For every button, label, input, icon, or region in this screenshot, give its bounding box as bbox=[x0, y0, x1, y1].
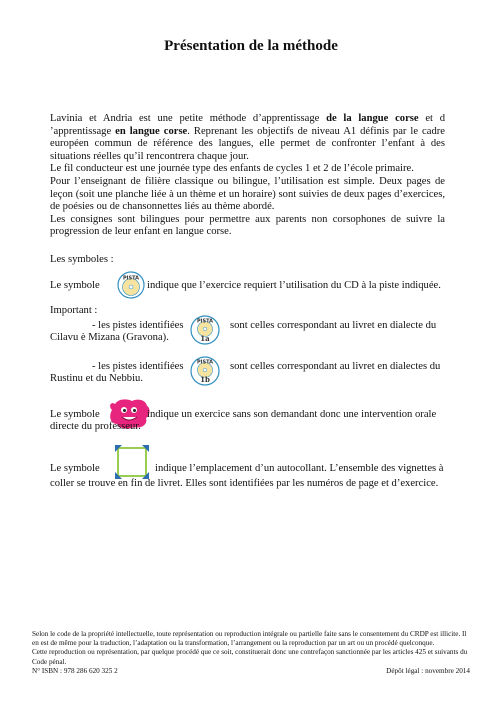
bold-term-in-corse: en langue corse bbox=[115, 125, 188, 137]
intro-paragraph-2: Le fil conducteur est une journée type des enfants de cycles 1 et 2 de l’école primaire. bbox=[50, 163, 414, 175]
legal-deposit-date: Dépôt légal : novembre 2014 bbox=[386, 666, 470, 675]
svg-text:1a: 1a bbox=[200, 334, 210, 343]
symbols-heading: Les symboles : bbox=[50, 254, 114, 265]
cd-track-1b-icon bbox=[190, 356, 220, 386]
isbn-number: N° ISBN : 978 286 620 325 2 bbox=[32, 666, 118, 675]
bold-term-corse-language: de la langue corse bbox=[326, 113, 419, 124]
footer-isbn-row bbox=[32, 667, 470, 676]
track-a-left-text: - les pistes identifiées bbox=[92, 320, 184, 331]
important-label: Important : bbox=[50, 305, 98, 316]
oral-symbol-left-text: Le symbole bbox=[50, 409, 100, 420]
intro-text-part: et d ’apprentissage bbox=[50, 113, 445, 137]
track-b-left-text: - les pistes identifiées bbox=[92, 361, 184, 372]
track-b-right-text: sont celles correspondant au livret en dialectes du bbox=[230, 361, 441, 372]
intro-text-part: . Reprenant les objectifs de niveau A1 définis par le cadre européen commun de référence des langues, elle permet de confronter l’enfant à des situations réelles qu’il rencontrera chaque jour. bbox=[50, 125, 445, 162]
track-a-right-text: sont celles correspondant au livret en dialecte du bbox=[230, 320, 437, 331]
page-title: Présentation de la méthode bbox=[164, 38, 338, 54]
track-b-line2: Rustinu et du Nebbiu. bbox=[50, 373, 143, 384]
sticker-symbol-right-text: indique l’emplacement d’un autocollant. L’ensemble des vignettes à bbox=[155, 463, 444, 474]
sticker-line2: coller se trouve en fin de livret. Elles sont identifiées par les numéros de page et d’exercice. bbox=[50, 478, 439, 489]
legal-footer bbox=[32, 630, 470, 676]
intro-text-part: Lavinia et Andria est une petite méthode d’apprentissage bbox=[50, 113, 327, 124]
svg-text:PISTA: PISTA bbox=[196, 318, 214, 325]
oral-line2: directe du professeur. bbox=[50, 421, 141, 432]
intro-paragraph-4: Les consignes sont bilingues pour permettre aux parents non corsophones de suivre la progression de leur enfant en langue corse. bbox=[50, 213, 445, 238]
footer-infringement-text: Cette reproduction ou représentation, par quelque procédé que ce soit, constituerait donc une contrefaçon sanctionnée par les articles 425 et suivants du Code pénal. bbox=[32, 648, 468, 666]
cd-symbol-left-text: Le symbole bbox=[50, 280, 100, 291]
footer-copyright-text: Selon le code de la propriété intellectuelle, toute représentation ou reproduction intégrale ou partielle faite sans le consentement du CRDP est illicite. Il en est de même pour la traduction, l’adaptation ou la transformation, l’arrangement ou la reproduction par un art ou un procédé quelconque. bbox=[32, 630, 467, 648]
intro-paragraph-3: Pour l’enseignant de filière classique ou bilingue, l’utilisation est simple. Deux pages de leçon (soit une planche liée à un thème et un horaire) sont suivies de deux pages d’exercices, de poésies ou de chansonnettes liés au thème abordé. bbox=[50, 175, 445, 213]
intro-paragraph-1 bbox=[50, 113, 445, 163]
svg-text:1b: 1b bbox=[200, 375, 210, 384]
svg-text:PISTA: PISTA bbox=[196, 359, 214, 366]
cd-track-icon bbox=[117, 271, 145, 299]
svg-text:PISTA: PISTA bbox=[122, 275, 140, 282]
cd-symbol-right-text: indique que l’exercice requiert l’utilisation du CD à la piste indiquée. bbox=[147, 280, 441, 291]
oral-symbol-right-text: indique un exercice sans son demandant donc une intervention orale bbox=[147, 409, 437, 420]
cd-track-1a-icon bbox=[190, 315, 220, 345]
intro-text bbox=[50, 113, 445, 239]
track-a-line2: Cilavu è Mizana (Gravona). bbox=[50, 332, 169, 343]
sticker-symbol-left-text: Le symbole bbox=[50, 463, 100, 474]
sticker-placement-icon bbox=[114, 444, 150, 480]
